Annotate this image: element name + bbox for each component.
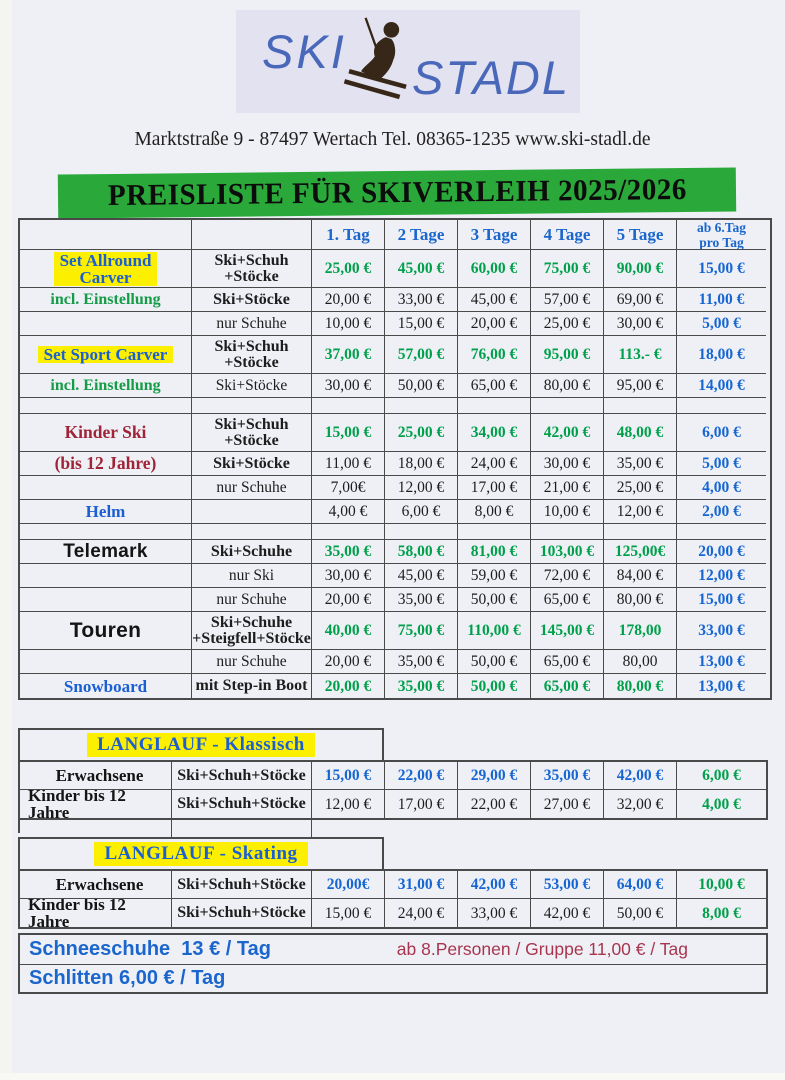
address-line: Marktstraße 9 - 87497 Wertach Tel. 08365-1235 www.ski-stadl.de: [134, 129, 651, 150]
price-row: [20, 452, 770, 476]
equipment-cell: Ski+Schuh+Stöcke: [172, 790, 312, 818]
equipment-cell: Ski+Schuh+Stöcke: [172, 871, 312, 899]
sled-price: Schlitten 6,00 € / Tag: [29, 967, 226, 989]
logo: [236, 10, 580, 113]
price-row: [20, 288, 770, 312]
extras-price-box: [18, 933, 768, 994]
price-cell: 30,00 €: [604, 312, 677, 336]
price-cell: 57,00 €: [385, 336, 458, 374]
price-per-day-cell: 15,00 €: [677, 250, 766, 288]
price-cell: 22,00 €: [385, 762, 458, 790]
price-cell: [312, 398, 385, 414]
price-cell: 37,00 €: [312, 336, 385, 374]
price-cell: 42,00 €: [604, 762, 677, 790]
price-cell: 50,00 €: [458, 588, 531, 612]
category-label-cell: Kinder bis 12 Jahre: [20, 790, 172, 818]
column-header-day3: 3 Tage: [458, 220, 531, 250]
langlauf-skating-header: LANGLAUF - Skating: [18, 837, 384, 869]
price-cell: 81,00 €: [458, 540, 531, 564]
equipment-cell: nur Schuhe: [192, 588, 312, 612]
price-cell: 32,00 €: [604, 790, 677, 818]
price-cell: 178,00: [604, 612, 677, 650]
price-per-day-cell: 15,00 €: [677, 588, 766, 612]
price-cell: 80,00: [604, 650, 677, 674]
price-cell: 113.- €: [604, 336, 677, 374]
price-cell: 8,00 €: [458, 500, 531, 524]
price-row: [20, 762, 766, 790]
price-per-day-cell: [677, 524, 766, 540]
price-cell: 4,00 €: [312, 500, 385, 524]
equipment-cell: Ski+Stöcke: [192, 452, 312, 476]
price-cell: 80,00 €: [531, 374, 604, 398]
column-header-day1: 1. Tag: [312, 220, 385, 250]
equipment-cell: Ski+Schuhe: [192, 540, 312, 564]
price-cell: 45,00 €: [385, 250, 458, 288]
category-label-cell: [20, 524, 192, 540]
price-cell: [458, 524, 531, 540]
price-cell: 15,00 €: [385, 312, 458, 336]
category-label-cell: [20, 312, 192, 336]
category-label-cell: Kinder bis 12 Jahre: [20, 899, 172, 927]
empty-row-stub: [18, 824, 312, 837]
table-header-row: [20, 220, 770, 250]
category-label-cell: incl. Einstellung: [20, 374, 192, 398]
category-label-cell: [20, 398, 192, 414]
price-cell: 45,00 €: [458, 288, 531, 312]
price-cell: 6,00 €: [385, 500, 458, 524]
price-cell: 21,00 €: [531, 476, 604, 500]
price-cell: 15,00 €: [312, 899, 385, 927]
price-cell: 72,00 €: [531, 564, 604, 588]
price-cell: 29,00 €: [458, 762, 531, 790]
equipment-cell: [192, 524, 312, 540]
price-cell: 25,00 €: [604, 476, 677, 500]
price-cell: 20,00 €: [312, 288, 385, 312]
logo-text-stadl: STADL: [412, 51, 570, 104]
price-cell: 95,00 €: [531, 336, 604, 374]
price-cell: 59,00 €: [458, 564, 531, 588]
price-cell: 30,00 €: [312, 374, 385, 398]
equipment-cell: Ski+Schuh+Stöcke: [172, 762, 312, 790]
price-cell: [385, 398, 458, 414]
price-cell: 95,00 €: [604, 374, 677, 398]
price-cell: 75,00 €: [531, 250, 604, 288]
price-per-day-cell: 12,00 €: [677, 564, 766, 588]
price-cell: 65,00 €: [531, 650, 604, 674]
group-price-note: ab 8.Personen / Gruppe 11,00 € / Tag: [396, 939, 688, 959]
price-cell: 34,00 €: [458, 414, 531, 452]
equipment-cell: Ski+Schuh +Stöcke: [192, 250, 312, 288]
price-row: [20, 476, 770, 500]
price-row: [20, 312, 770, 336]
langlauf-klassisch-header: LANGLAUF - Klassisch: [18, 728, 384, 760]
equipment-cell: Ski+Schuh +Stöcke: [192, 414, 312, 452]
price-cell: 50,00 €: [604, 899, 677, 927]
category-label-cell: Kinder Ski: [20, 414, 192, 452]
equipment-cell: nur Ski: [192, 564, 312, 588]
price-per-day-cell: 33,00 €: [677, 612, 766, 650]
snowshoes-price: Schneeschuhe 13 € / Tag: [29, 938, 271, 960]
price-cell: 42,00 €: [531, 899, 604, 927]
scan-edge-bottom: [0, 1073, 785, 1080]
logo-text-ski: SKI: [262, 25, 347, 78]
price-per-day-cell: 2,00 €: [677, 500, 766, 524]
header-empty-cell: [192, 220, 312, 250]
category-label-cell: [20, 650, 192, 674]
price-per-day-cell: 4,00 €: [677, 476, 766, 500]
price-cell: 24,00 €: [458, 452, 531, 476]
price-cell: 20,00 €: [312, 650, 385, 674]
price-cell: 103,00 €: [531, 540, 604, 564]
price-per-day-cell: 4,00 €: [702, 795, 741, 813]
price-row: [20, 650, 770, 674]
price-cell: 50,00 €: [458, 650, 531, 674]
price-row: [20, 564, 770, 588]
spacer-row: [20, 524, 770, 540]
price-cell: 125,00€: [604, 540, 677, 564]
price-cell: [531, 398, 604, 414]
price-per-day-cell: 10,00 €: [677, 871, 766, 899]
price-cell: 35,00 €: [385, 674, 458, 698]
column-header-day6plus: ab 6.Tag pro Tag: [677, 220, 766, 250]
price-cell: 24,00 €: [385, 899, 458, 927]
category-label-cell: [20, 588, 192, 612]
price-cell: 80,00 €: [604, 674, 677, 698]
price-per-day-cell: 8,00 €: [702, 904, 741, 922]
column-header-day4: 4 Tage: [531, 220, 604, 250]
price-cell: 12,00 €: [604, 500, 677, 524]
price-per-day-cell: 6,00 €: [677, 762, 766, 790]
price-cell: [604, 398, 677, 414]
equipment-cell: nur Schuhe: [192, 312, 312, 336]
price-row: [20, 588, 770, 612]
price-cell: 75,00 €: [385, 612, 458, 650]
price-cell: 33,00 €: [458, 899, 531, 927]
price-cell: 30,00 €: [531, 452, 604, 476]
equipment-cell: Ski+Schuh +Stöcke: [192, 336, 312, 374]
price-cell: 20,00 €: [312, 588, 385, 612]
price-cell: 33,00 €: [385, 288, 458, 312]
title-banner: [58, 167, 736, 218]
column-header-day5: 5 Tage: [604, 220, 677, 250]
price-cell: 10,00 €: [531, 500, 604, 524]
price-row: [20, 500, 770, 524]
price-cell: 15,00 €: [312, 762, 385, 790]
price-cell: 45,00 €: [385, 564, 458, 588]
price-cell: 42,00 €: [458, 871, 531, 899]
price-cell: 25,00 €: [531, 312, 604, 336]
price-cell: 57,00 €: [531, 288, 604, 312]
price-row: [20, 414, 770, 452]
langlauf-klassisch-table: [18, 728, 768, 833]
price-row: [20, 899, 766, 927]
equipment-cell: Ski+Stöcke: [192, 288, 312, 312]
page-title: PREISLISTE FÜR SKIVERLEIH 2025/2026: [107, 172, 687, 213]
price-row: [20, 336, 770, 374]
category-label-cell: Erwachsene: [20, 762, 172, 790]
category-label-cell: [20, 476, 192, 500]
price-per-day-cell: 5,00 €: [677, 452, 766, 476]
price-cell: 22,00 €: [458, 790, 531, 818]
spacer-row: [20, 398, 770, 414]
price-per-day-cell: [677, 398, 766, 414]
price-per-day-cell: 6,00 €: [677, 414, 766, 452]
price-cell: 12,00 €: [312, 790, 385, 818]
price-row: [20, 612, 770, 650]
price-cell: 145,00 €: [531, 612, 604, 650]
langlauf-skating-table: [18, 824, 768, 929]
price-cell: 15,00 €: [312, 414, 385, 452]
price-cell: 7,00€: [312, 476, 385, 500]
category-label-cell: Set Allround Carver: [20, 250, 192, 288]
price-row: [20, 790, 766, 818]
price-cell: 30,00 €: [312, 564, 385, 588]
price-per-day-cell: 5,00 €: [677, 312, 766, 336]
price-row: [20, 674, 770, 698]
price-cell: 35,00 €: [385, 650, 458, 674]
column-header-day2: 2 Tage: [385, 220, 458, 250]
price-cell: 25,00 €: [385, 414, 458, 452]
price-cell: 11,00 €: [312, 452, 385, 476]
price-cell: 48,00 €: [604, 414, 677, 452]
header-empty-cell: [20, 220, 192, 250]
price-cell: 76,00 €: [458, 336, 531, 374]
price-cell: [458, 398, 531, 414]
category-label-cell: [20, 564, 192, 588]
price-cell: 35,00 €: [312, 540, 385, 564]
price-cell: 35,00 €: [531, 762, 604, 790]
equipment-cell: Ski+Stöcke: [192, 374, 312, 398]
price-per-day-cell: 20,00 €: [677, 540, 766, 564]
price-cell: 65,00 €: [458, 374, 531, 398]
price-per-day-cell: 13,00 €: [677, 650, 766, 674]
price-cell: 27,00 €: [531, 790, 604, 818]
price-cell: 17,00 €: [458, 476, 531, 500]
price-cell: 40,00 €: [312, 612, 385, 650]
category-label-cell: incl. Einstellung: [20, 288, 192, 312]
price-cell: [385, 524, 458, 540]
price-per-day-cell: 18,00 €: [677, 336, 766, 374]
category-label-cell: Set Sport Carver: [20, 336, 192, 374]
sled-row: [20, 965, 766, 992]
price-cell: 84,00 €: [604, 564, 677, 588]
category-label-cell: Telemark: [20, 540, 192, 564]
price-cell: 17,00 €: [385, 790, 458, 818]
price-cell: 42,00 €: [531, 414, 604, 452]
price-row: [20, 250, 770, 288]
price-cell: 80,00 €: [604, 588, 677, 612]
equipment-cell: nur Schuhe: [192, 650, 312, 674]
category-label-cell: Erwachsene: [20, 871, 172, 899]
price-cell: 90,00 €: [604, 250, 677, 288]
price-cell: 35,00 €: [604, 452, 677, 476]
equipment-cell: [192, 398, 312, 414]
price-per-day-cell: 13,00 €: [698, 677, 745, 695]
price-cell: 10,00 €: [312, 312, 385, 336]
equipment-cell: Ski+Schuh+Stöcke: [172, 899, 312, 927]
price-cell: 20,00€: [312, 871, 385, 899]
price-cell: [312, 524, 385, 540]
price-per-day-cell: 14,00 €: [677, 374, 766, 398]
snowshoes-row: [20, 935, 766, 965]
equipment-cell: Ski+Schuhe +Steigfell+Stöcke: [192, 612, 312, 650]
equipment-cell: mit Step-in Boot: [192, 674, 312, 698]
price-cell: 65,00 €: [531, 588, 604, 612]
price-cell: 35,00 €: [385, 588, 458, 612]
price-cell: [604, 524, 677, 540]
price-cell: 64,00 €: [604, 871, 677, 899]
price-cell: 20,00 €: [312, 674, 385, 698]
equipment-cell: nur Schuhe: [192, 476, 312, 500]
scan-edge-left: [0, 0, 12, 1080]
price-cell: 25,00 €: [312, 250, 385, 288]
category-label-cell: Helm: [20, 500, 192, 524]
price-cell: 65,00 €: [531, 674, 604, 698]
price-row: [20, 374, 770, 398]
category-label-cell: (bis 12 Jahre): [20, 452, 192, 476]
category-label-cell: Snowboard: [20, 674, 192, 698]
price-cell: 110,00 €: [458, 612, 531, 650]
main-price-table: [18, 218, 772, 700]
price-cell: 20,00 €: [458, 312, 531, 336]
category-label-cell: Touren: [20, 612, 192, 650]
price-cell: 18,00 €: [385, 452, 458, 476]
equipment-cell: [192, 500, 312, 524]
price-row: [20, 871, 766, 899]
price-cell: 60,00 €: [458, 250, 531, 288]
price-cell: 31,00 €: [385, 871, 458, 899]
price-cell: 50,00 €: [385, 374, 458, 398]
price-cell: 58,00 €: [385, 540, 458, 564]
price-row: [20, 540, 770, 564]
price-cell: 69,00 €: [604, 288, 677, 312]
price-cell: 50,00 €: [458, 674, 531, 698]
price-cell: 12,00 €: [385, 476, 458, 500]
price-cell: 53,00 €: [531, 871, 604, 899]
price-cell: [531, 524, 604, 540]
price-per-day-cell: 11,00 €: [677, 288, 766, 312]
